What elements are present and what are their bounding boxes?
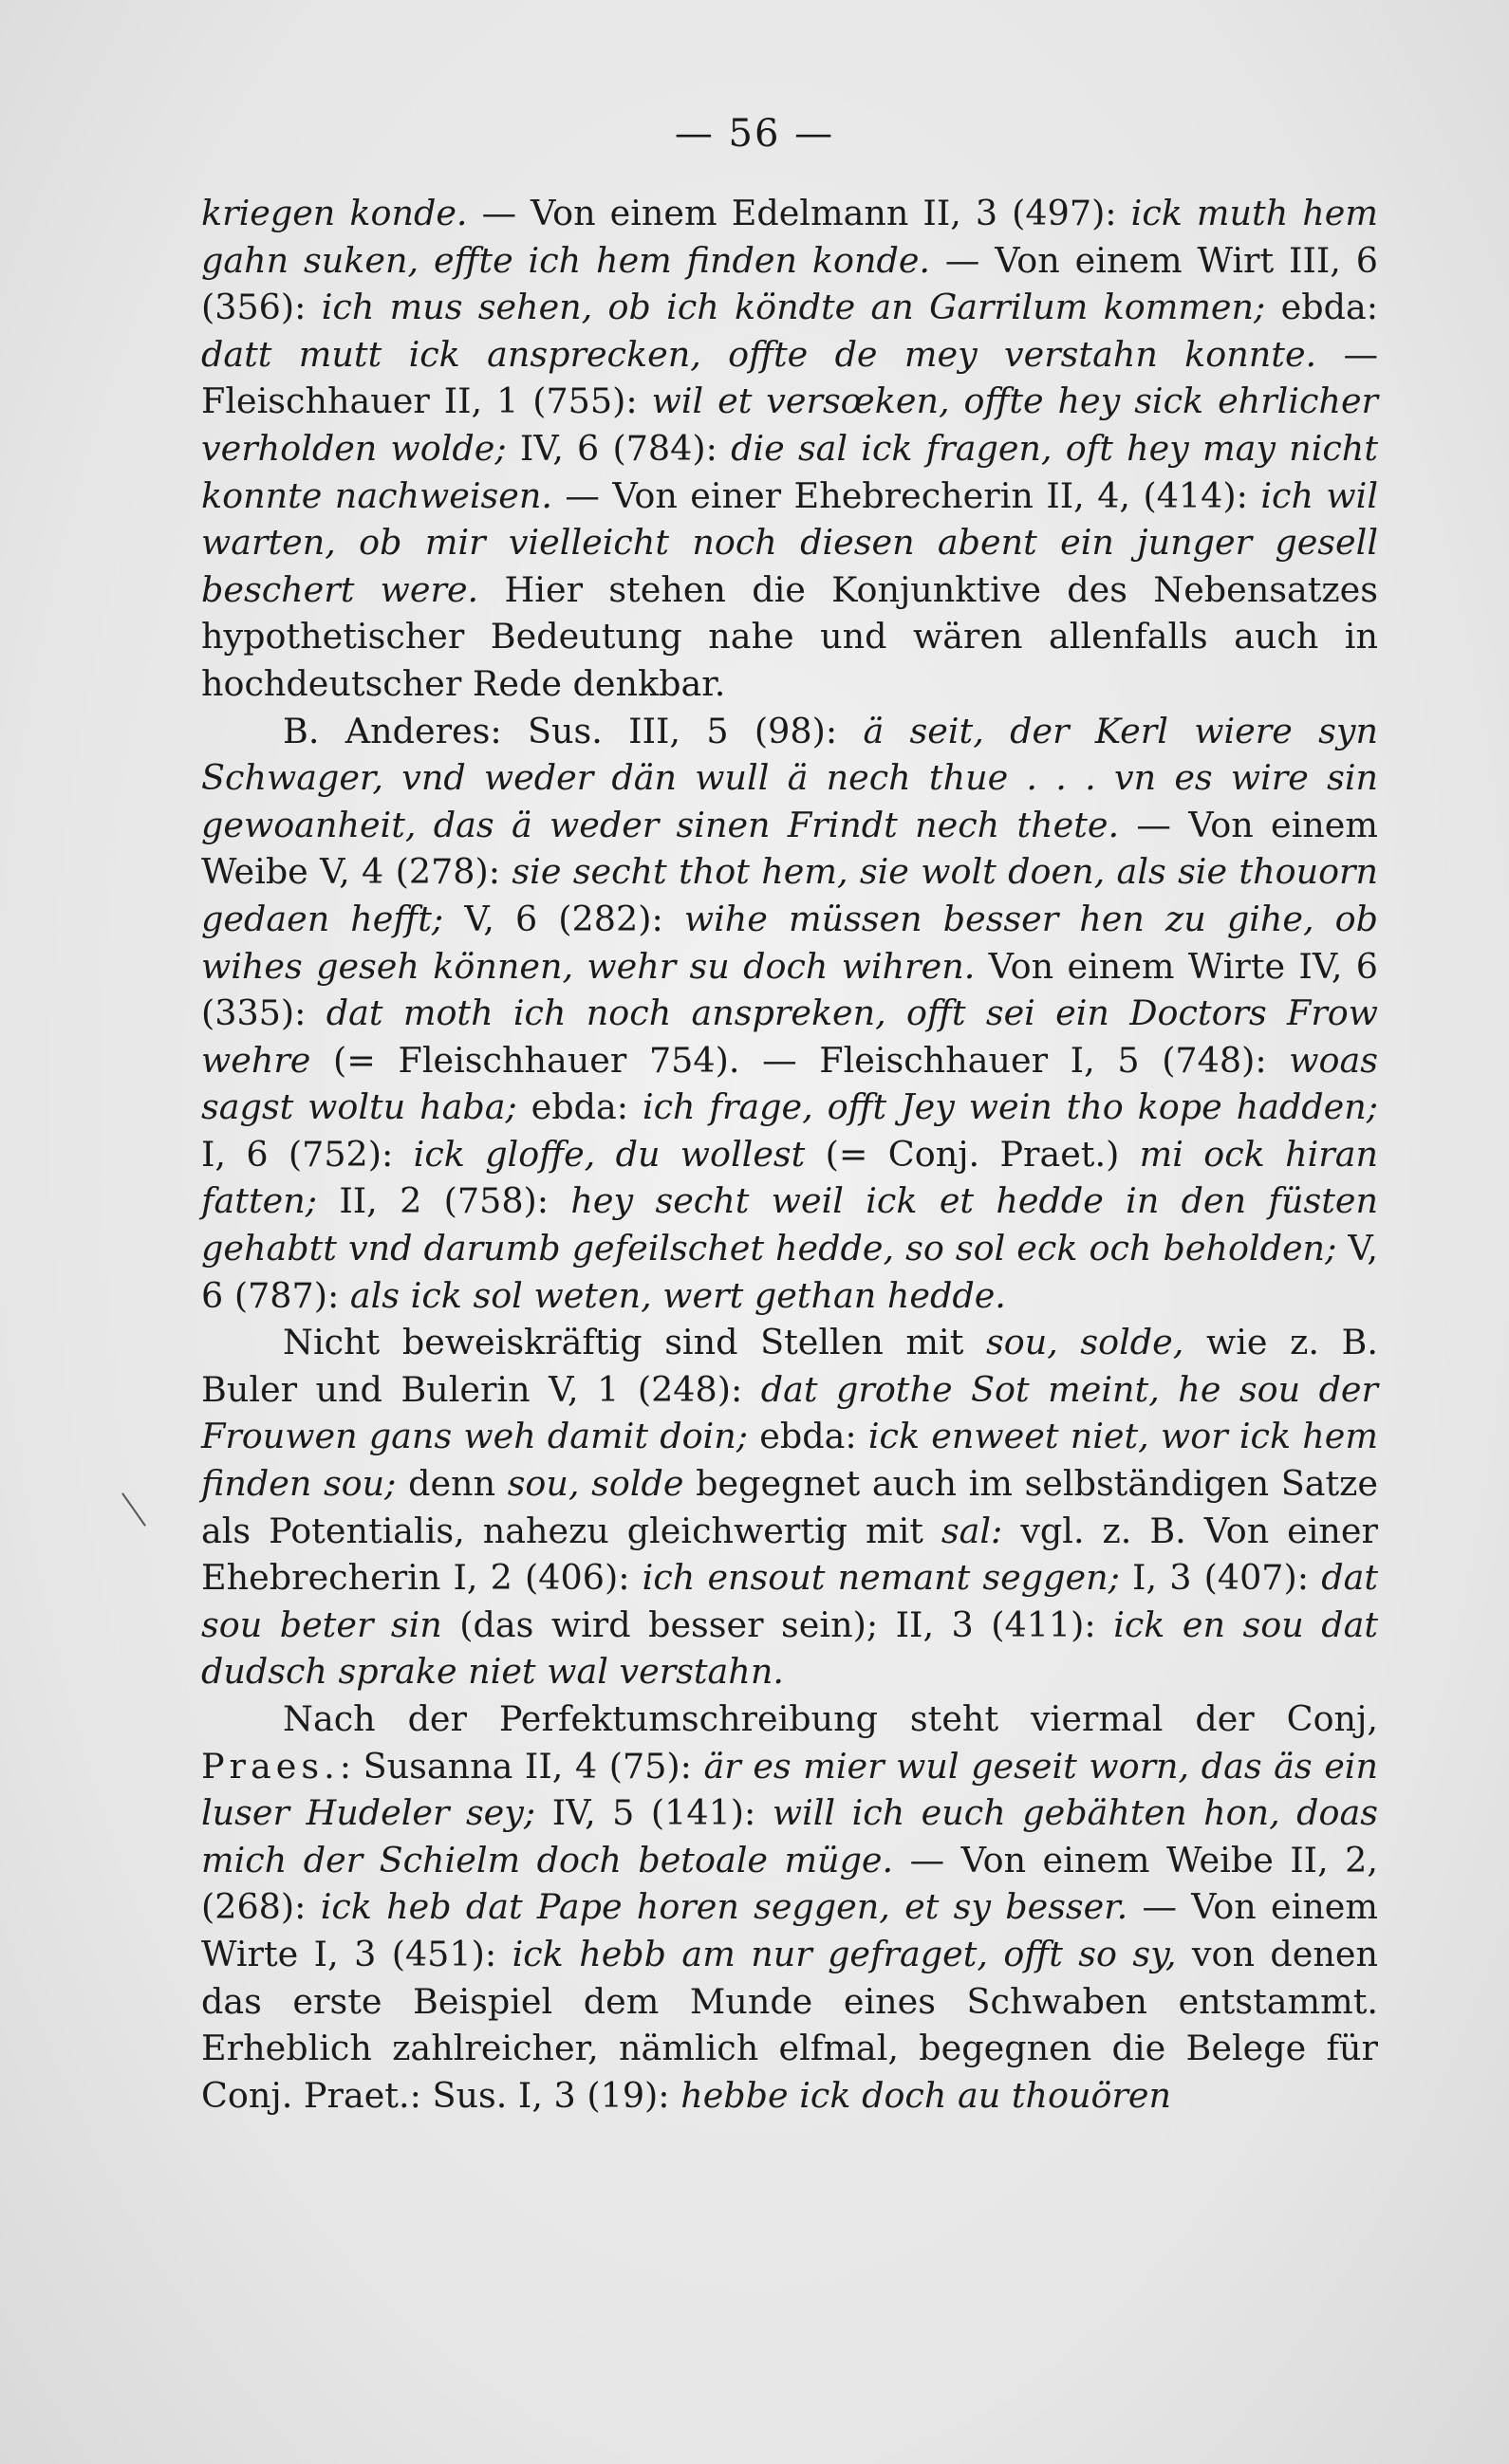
quoted-dialect-text: ich wil warten, ob mir vielleicht noch diesen abent ein junger gesell beschert were. (201, 474, 1378, 610)
body-run: vgl. z. B. Von einer Ehebrecherin I, 2 (406): (201, 1510, 1378, 1599)
body-run: — Von einer Ehebrecherin II, 4, (414): (552, 474, 1261, 516)
body-run: — Von einem Weibe II, 2, (268): (201, 1839, 1378, 1928)
body-run: (das wird besser sein); II, 3 (411): (441, 1603, 1114, 1645)
quoted-dialect-text: ich frage, offt Jey wein tho kope hadden; (642, 1086, 1379, 1128)
paragraph (201, 1695, 1378, 2119)
body-run: (= Conj. Praet.) (805, 1133, 1140, 1175)
quoted-dialect-text: als ick sol weten, wert gethan hedde. (349, 1274, 1006, 1316)
body-run: Nicht beweiskräftig sind Stellen mit (283, 1322, 986, 1363)
body-run: wie z. B. Buler und Bulerin V, 1 (248): (201, 1322, 1378, 1410)
quoted-dialect-text: wihe müssen besser hen zu gihe, ob wihes geseh können, wehr su doch wihren. (201, 898, 1378, 987)
body-run: denn (396, 1463, 508, 1505)
quoted-dialect-text: ick hebb am nur gefraget, offt so sy, (512, 1933, 1177, 1974)
quoted-dialect-text: mi ock hiran fatten; (201, 1133, 1378, 1222)
paragraph (201, 1319, 1378, 1695)
quoted-dialect-text: är es mier wul geseit worn, das äs ein luser Hudeler sey; (201, 1745, 1378, 1834)
quoted-dialect-text: hebbe ick doch au thouören (680, 2074, 1172, 2116)
quoted-dialect-text: sie secht thot hem, sie wolt doen, als sie thouorn gedaen hefft; (201, 851, 1379, 939)
body-run: Nach der Perfektumschreibung steht viermal der Conj, (283, 1698, 1378, 1739)
body-run: — Von einem Wirte I, 3 (451): (201, 1886, 1378, 1974)
body-run: — Fleischhauer II, 1 (755): (201, 333, 1378, 422)
quoted-dialect-text: ich ensout nemant seggen; (642, 1557, 1120, 1599)
body-text (201, 190, 1378, 2119)
paragraph (201, 708, 1378, 1320)
paragraph (201, 190, 1378, 708)
body-run: I, 3 (407): (1119, 1557, 1322, 1599)
page-number: — 56 — (674, 112, 835, 156)
body-run: : Susanna II, 4 (75): (339, 1745, 704, 1787)
quoted-dialect-text: sou, solde, (986, 1322, 1184, 1363)
body-run: Von einem Wirte IV, 6 (335): (201, 945, 1378, 1034)
quoted-dialect-text: hey secht weil ick et hedde in den füsten gehabtt vnd darumb gefeilschet hedde, so sol eck och beholden; (201, 1180, 1378, 1269)
quoted-dialect-text: ick muth hem gahn suken, effte ich hem finden konde. (201, 193, 1378, 281)
quoted-dialect-text: ick enweet niet, wor ick hem finden sou; (201, 1416, 1379, 1505)
quoted-dialect-text: datt mutt ick ansprecken, offte de mey verstahn konnte. (201, 333, 1317, 375)
body-run: IV, 6 (784): (506, 427, 732, 469)
body-run: V, 6 (787): (201, 1228, 1379, 1316)
quoted-dialect-text: sou, solde (507, 1463, 684, 1505)
quoted-dialect-text: die sal ick fragen, oft hey may nicht konnte nachweisen. (201, 427, 1378, 516)
body-run: V, 6 (282): (443, 898, 684, 939)
quoted-dialect-text: woas sagst woltu haba; (201, 1039, 1378, 1128)
body-run: — Von einem Edelmann II, 3 (497): (467, 193, 1131, 233)
body-run: B. Anderes: Sus. III, 5 (98): (283, 710, 864, 751)
body-run: Hier stehen die Konjunktive des Nebensatzes hypothetischer Bedeutung nahe und wären allenfalls auch in hochdeutscher Rede denkbar. (201, 568, 1378, 704)
body-run: IV, 5 (141): (535, 1792, 773, 1834)
body-run: — Von einem Wirt III, 6 (356): (201, 239, 1379, 328)
body-run: (= Fleischhauer 754). — Fleischhauer I, 5 (748): (310, 1039, 1290, 1081)
quoted-dialect-text: sal: (941, 1510, 1003, 1551)
quoted-dialect-text: kriegen konde. (201, 193, 468, 233)
quoted-dialect-text: ick en sou dat dudsch sprake niet wal verstahn. (201, 1603, 1379, 1693)
body-run: I, 6 (752): (201, 1133, 414, 1175)
quoted-dialect-text: ick heb dat Pape horen seggen, et sy besser. (320, 1886, 1128, 1928)
quoted-dialect-text: ä seit, der Kerl wiere syn Schwager, vnd weder dän wull ä nech thue . . . vn es wire sin gewoanheit, das ä weder sinen Frindt nech thete. (201, 710, 1378, 845)
quoted-dialect-text: dat moth ich noch anspreken, offt sei ein Doctors Frow wehre (201, 992, 1379, 1081)
body-run: ebda: (748, 1416, 868, 1457)
body-run: — Von einem Weibe V, 4 (278): (201, 804, 1378, 893)
quoted-dialect-text: dat grothe Sot meint, he sou der Frouwen gans weh damit doin; (201, 1368, 1378, 1457)
quoted-dialect-text: dat sou beter sin (201, 1557, 1379, 1645)
quoted-dialect-text: ich mus sehen, ob ich köndte an Garrilum kommen; (321, 287, 1266, 328)
quoted-dialect-text: wil et versœken, offte hey sick ehrlicher verholden wolde; (201, 380, 1378, 469)
body-run: II, 2 (758): (317, 1180, 571, 1222)
body-run: ebda: (1265, 287, 1378, 328)
body-run: begegnet auch im selbständigen Satze als Potentialis, nahezu gleichwertig mit (201, 1463, 1379, 1551)
quoted-dialect-text: will ich euch gebähten hon, doas mich der Schielm doch betoale müge. (201, 1792, 1378, 1880)
body-run: von denen das erste Beispiel dem Munde eines Schwaben entstammt. Erheblich zahlreicher, nämlich elfmal, begegnen die Belege für Conj. Praet.: Sus. I, 3 (19): (201, 1933, 1379, 2116)
body-run: Praes. (201, 1745, 340, 1787)
body-run: ebda: (516, 1086, 643, 1128)
margin-pencil-mark (121, 1492, 146, 1527)
quoted-dialect-text: ick gloffe, du wollest (413, 1133, 806, 1175)
